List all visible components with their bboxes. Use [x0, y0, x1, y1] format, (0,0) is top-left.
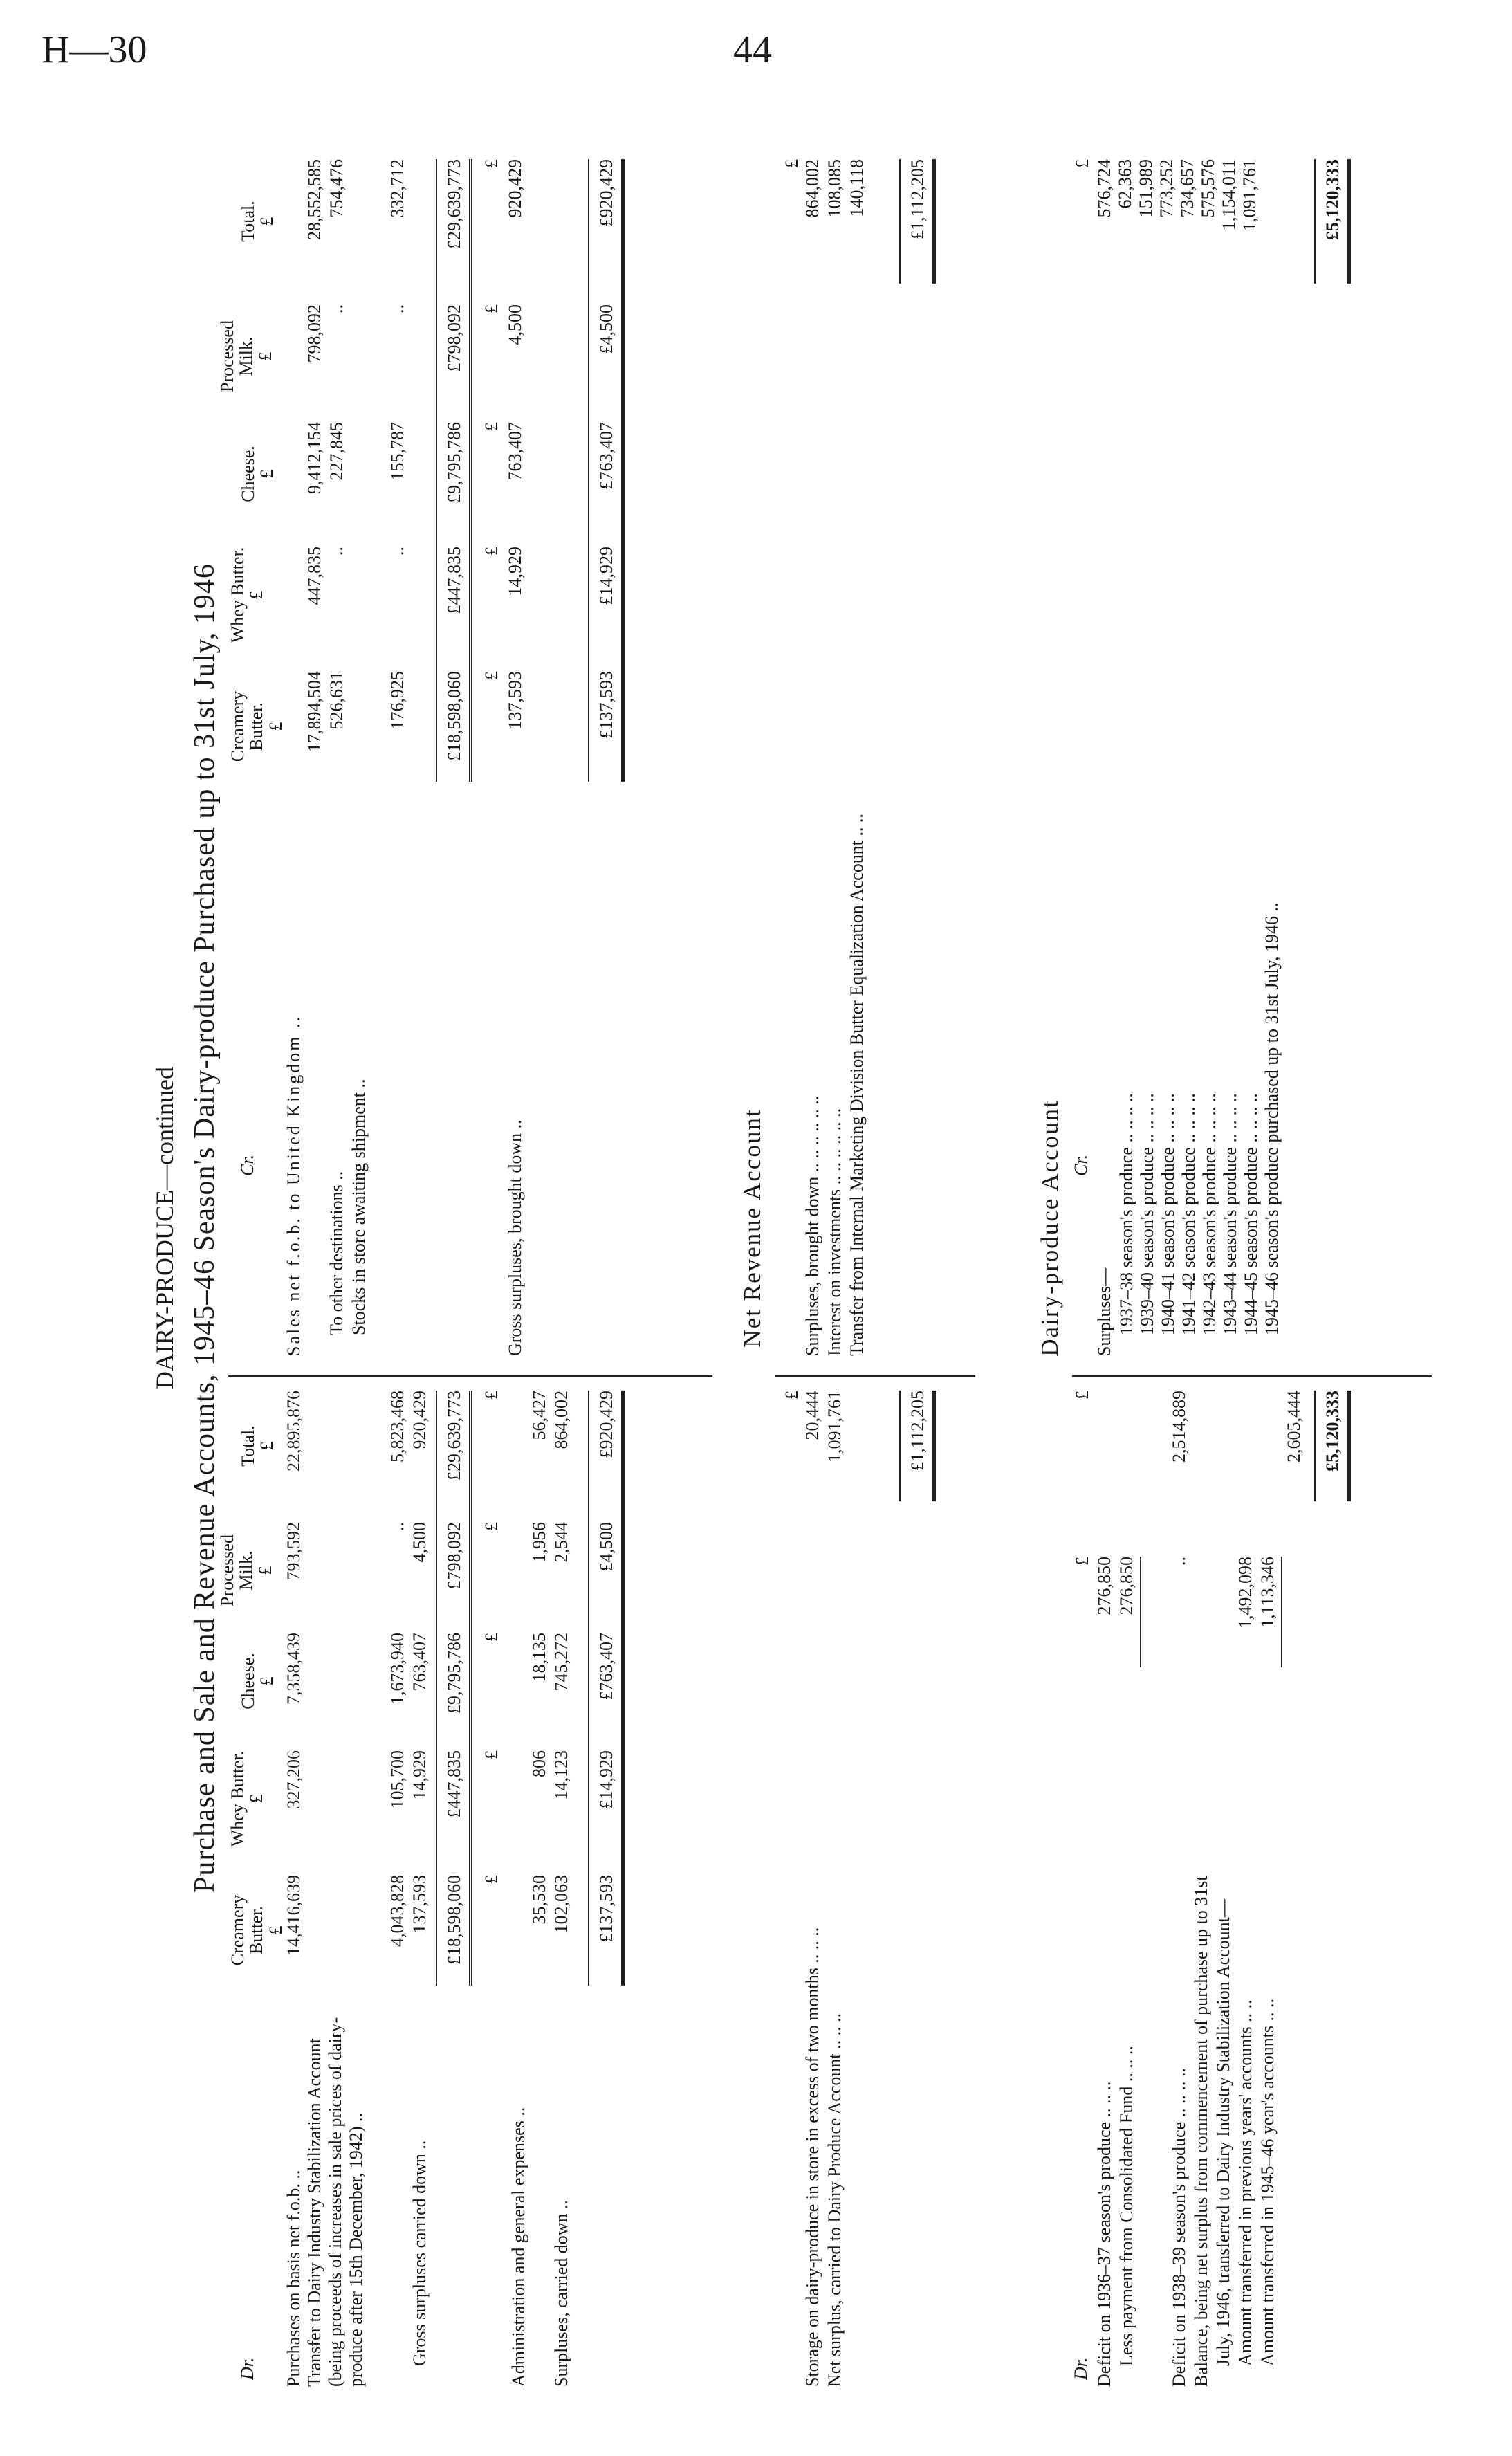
cr-col-processed-milk: Processed Milk. £: [217, 320, 275, 392]
dr-cell: 920,429: [409, 1391, 430, 1449]
dp-dr-label: Deficit on 1938–39 season's produce .. .. .. ..: [1169, 2067, 1189, 2387]
total-rule: [436, 159, 437, 782]
cr-col-total: Total. £: [238, 201, 277, 242]
cr-col-cheese: Cheese. £: [238, 446, 277, 502]
double-rule: [932, 159, 936, 284]
cr-cell: 155,787: [387, 422, 407, 481]
purchase-account-title: Purchase and Sale and Revenue Accounts, 1945–46 Season's Dairy-produce Purchased up to 31st July, 1946: [189, 563, 221, 1893]
double-rule: [621, 159, 625, 782]
page-number: 44: [733, 28, 772, 71]
page-series-code: H—30: [42, 28, 147, 71]
dr-cell: 327,206: [284, 1750, 304, 1809]
total-rule: [899, 1391, 901, 1501]
dr-cell: 4,500: [409, 1522, 430, 1563]
double-rule: [1347, 159, 1351, 284]
dr-cell: 1,673,940: [387, 1633, 407, 1705]
dr-total: £14,929: [596, 1750, 616, 1809]
dr-cell: 2,544: [551, 1522, 571, 1563]
dp-cr-label: 1942–43 season's produce .. .. .. ..: [1199, 1093, 1219, 1335]
dr-total: £18,598,060: [444, 1875, 464, 1965]
cr-total: £798,092: [444, 304, 464, 372]
net-rev-cr-label: Transfer from Internal Marketing Division Butter Equalization Account .. ..: [847, 814, 867, 1356]
dp-dr-label: Amount transferred in 1945–46 year's accounts .. ..: [1257, 1998, 1278, 2366]
dr-cell: 56,427: [529, 1391, 549, 1440]
dr-total: £798,092: [444, 1522, 464, 1590]
currency-mark: £: [1072, 1557, 1092, 1566]
dr-cell: 105,700: [387, 1750, 407, 1809]
dr-cell: ..: [387, 1522, 407, 1531]
currency-mark: £: [1072, 159, 1092, 168]
currency-mark: £: [782, 159, 802, 168]
cr-cell: 9,412,154: [304, 422, 324, 494]
dr-total: £447,835: [444, 1750, 464, 1818]
dr-cell: 18,135: [529, 1633, 549, 1683]
net-rev-cr-label: Interest on investments .. .. .. .. .. ..: [824, 1108, 845, 1356]
dr-cell: 14,416,639: [284, 1875, 304, 1956]
cr-label: Cr.: [237, 1154, 257, 1176]
currency-mark: £: [481, 1633, 501, 1642]
dr-cell: 7,358,439: [284, 1633, 304, 1705]
dp-cr-label: Cr.: [1071, 1154, 1091, 1176]
dr-col-whey-butter: Whey Butter. £: [228, 1750, 267, 1847]
cr-total: £447,835: [444, 547, 464, 614]
currency-mark: £: [481, 1391, 501, 1400]
dp-cr-label: 1943–44 season's produce .. .. .. ..: [1220, 1093, 1240, 1335]
dp-cr-value: 151,989: [1136, 159, 1156, 218]
dr-total: £4,500: [596, 1522, 616, 1572]
net-rev-dr-total: £1,112,205: [907, 1391, 928, 1472]
net-rev-dr-value: 1,091,761: [824, 1391, 845, 1463]
account-divider: [775, 1375, 975, 1377]
cr-col-whey-butter: Whey Butter. £: [228, 547, 267, 643]
dp-cr-label: 1944–45 season's produce .. .. .. ..: [1241, 1093, 1261, 1335]
cr-row-label: Sales net f.o.b. to United Kingdom ..: [284, 1014, 304, 1356]
double-rule: [1347, 1391, 1351, 1501]
account-divider: [1072, 1375, 1432, 1377]
dp-cr-label: 1945–46 season's produce purchased up to 31st July, 1946 ..: [1262, 902, 1282, 1335]
cr-cell: 17,894,504: [304, 671, 324, 752]
dp-dr-label: Dr.: [1071, 2357, 1091, 2380]
currency-mark: £: [1072, 1391, 1092, 1400]
cr-cell: 763,407: [505, 422, 525, 481]
account-divider: [228, 1375, 712, 1377]
dp-cr-value: 773,252: [1156, 159, 1177, 218]
dp-dr-inner: 1,492,098: [1235, 1557, 1255, 1629]
dr-total: £763,407: [596, 1633, 616, 1701]
dr-cell: 4,043,828: [387, 1875, 407, 1947]
dr-total: £920,429: [596, 1391, 616, 1458]
dp-dr-label: Amount transferred in previous years' accounts .. ..: [1235, 1999, 1255, 2366]
dp-dr-inner: 1,113,346: [1257, 1557, 1278, 1629]
net-rev-cr-value: 108,085: [824, 159, 845, 218]
cr-col-creamery-butter: Creamery Butter. £: [228, 690, 286, 762]
dp-dr-label: Deficit on 1936–37 season's produce .. .. ..: [1094, 2081, 1114, 2387]
total-rule: [436, 1391, 437, 1986]
cr-cell: ..: [387, 547, 407, 556]
dr-cell: 763,407: [409, 1633, 430, 1692]
section-title: DAIRY-PRODUCE—continued: [151, 1067, 178, 1389]
dr-cell: 5,823,468: [387, 1391, 407, 1463]
dp-dr-label: Less payment from Consolidated Fund .. .. ..: [1116, 2046, 1136, 2366]
cr-total: £920,429: [596, 159, 616, 227]
dr-col-total: Total. £: [238, 1425, 277, 1467]
cr-cell: 4,500: [505, 304, 525, 345]
cr-total: £18,598,060: [444, 671, 464, 761]
dp-cr-heading: Surpluses—: [1094, 1267, 1114, 1356]
cr-cell: 227,845: [326, 422, 347, 481]
cr-total: £29,639,773: [444, 159, 464, 249]
currency-mark: £: [481, 1750, 501, 1759]
cr-total: £14,929: [596, 547, 616, 605]
currency-mark: £: [782, 1391, 802, 1400]
dp-dr-label: Balance, being net surplus from commencement of purchase up to 31st: [1191, 1876, 1211, 2387]
dr-total: £9,795,786: [444, 1633, 464, 1714]
cr-cell: 137,593: [505, 671, 525, 730]
dr-row-label: Surpluses, carried down ..: [551, 2199, 571, 2387]
dp-cr-value: 62,363: [1115, 159, 1135, 209]
cr-cell: 447,835: [304, 547, 324, 605]
total-rule: [899, 159, 901, 284]
dr-cell: 745,272: [551, 1633, 571, 1692]
dr-cell: 806: [529, 1750, 549, 1777]
cr-cell: 176,925: [387, 671, 407, 730]
net-revenue-title: Net Revenue Account: [739, 1108, 766, 1348]
cr-cell: 28,552,585: [304, 159, 324, 240]
cr-cell: 920,429: [505, 159, 525, 218]
dr-col-processed-milk: Processed Milk. £: [217, 1534, 275, 1606]
currency-mark: £: [481, 304, 501, 313]
dp-cr-label: 1940–41 season's produce .. .. .. ..: [1158, 1093, 1178, 1335]
total-rule: [1314, 159, 1316, 284]
dr-col-creamery-butter: Creamery Butter. £: [228, 1894, 286, 1966]
dp-cr-label: 1937–38 season's produce .. .. .. ..: [1116, 1093, 1136, 1335]
dr-total: £29,639,773: [444, 1391, 464, 1481]
net-rev-cr-label: Surpluses, brought down .. .. .. .. .. ..: [802, 1095, 822, 1356]
currency-mark: £: [481, 1875, 501, 1884]
cr-cell: 754,476: [326, 159, 347, 218]
dr-col-cheese: Cheese. £: [238, 1653, 277, 1710]
dr-cell: 35,530: [529, 1875, 549, 1925]
cr-cell: ..: [387, 304, 407, 313]
cr-total: £4,500: [596, 304, 616, 354]
dr-cell: 22,895,876: [284, 1391, 304, 1472]
double-rule: [932, 1391, 936, 1501]
dr-cell: 102,063: [551, 1875, 571, 1934]
net-rev-cr-value: 140,118: [847, 159, 867, 217]
subtotal-rule: [1140, 1557, 1141, 1667]
dr-cell: 14,123: [551, 1750, 571, 1800]
dr-row-label: Administration and general expenses ..: [508, 2107, 528, 2387]
dp-cr-value: 734,657: [1177, 159, 1197, 218]
currency-mark: £: [481, 1522, 501, 1531]
dr-row-label: Transfer to Dairy Industry Stabilization Account (being proceeds of increases in sale prices of dairy-produce after 15th December, 1942) ..: [304, 2017, 366, 2387]
dp-dr-label: July, 1946, transferred to Dairy Industry Stabilization Account—: [1213, 1899, 1233, 2366]
currency-mark: £: [481, 159, 501, 168]
cr-row-label: To other destinations ..: [326, 1171, 347, 1335]
dr-cell: 793,592: [284, 1522, 304, 1581]
double-rule: [621, 1391, 625, 1986]
dp-cr-label: 1939–40 season's produce .. .. .. ..: [1137, 1093, 1157, 1335]
cr-row-label: Gross surpluses, brought down ..: [505, 1119, 525, 1356]
net-rev-cr-value: 864,002: [802, 159, 822, 218]
dr-total: £137,593: [596, 1875, 616, 1943]
double-rule: [469, 1391, 472, 1986]
cr-cell: 332,712: [387, 159, 407, 218]
double-rule: [469, 159, 472, 782]
dp-dr-inner: ..: [1169, 1557, 1189, 1566]
net-rev-dr-label: Storage on dairy-produce in store in excess of two months .. .. ..: [802, 1927, 822, 2387]
dp-dr-inner: 276,850: [1094, 1557, 1114, 1615]
dp-cr-value: 1,091,761: [1239, 159, 1260, 231]
dp-dr-value: 2,514,889: [1169, 1391, 1189, 1463]
cr-total: £763,407: [596, 422, 616, 490]
dp-dr-inner: 276,850: [1116, 1557, 1136, 1615]
dp-cr-total: £5,120,333: [1322, 159, 1343, 240]
cr-cell: 798,092: [304, 304, 324, 363]
net-rev-dr-value: 20,444: [802, 1391, 822, 1440]
dp-cr-label: 1941–42 season's produce .. .. .. ..: [1179, 1093, 1199, 1335]
cr-cell: ..: [326, 547, 347, 556]
dp-dr-total: £5,120,333: [1322, 1391, 1343, 1472]
dp-cr-value: 1,154,011: [1219, 159, 1239, 231]
cr-cell: 14,929: [505, 547, 525, 596]
cr-cell: 526,631: [326, 671, 347, 730]
currency-mark: £: [481, 422, 501, 431]
dr-cell: 1,956: [529, 1522, 549, 1563]
dp-cr-value: 575,576: [1198, 159, 1218, 218]
cr-total: £137,593: [596, 671, 616, 739]
dr-label: Dr.: [237, 2357, 257, 2380]
dr-row-label: Gross surpluses carried down ..: [409, 2140, 430, 2366]
currency-mark: £: [481, 547, 501, 556]
total-rule: [588, 1391, 589, 1986]
dr-row-label: Purchases on basis net f.o.b. ..: [284, 2170, 304, 2387]
subtotal-rule: [1281, 1557, 1282, 1667]
cr-cell: ..: [326, 304, 347, 313]
dr-cell: 14,929: [409, 1750, 430, 1800]
dairy-produce-title: Dairy-produce Account: [1036, 1099, 1063, 1357]
dp-cr-value: 576,724: [1094, 159, 1114, 218]
cr-total: £9,795,786: [444, 422, 464, 503]
dr-cell: 137,593: [409, 1875, 430, 1934]
currency-mark: £: [481, 671, 501, 680]
net-rev-dr-label: Net surplus, carried to Dairy Produce Account .. .. ..: [824, 2013, 845, 2387]
cr-row-label: Stocks in store awaiting shipment ..: [349, 1079, 369, 1335]
total-rule: [588, 159, 589, 782]
dp-dr-value: 2,605,444: [1284, 1391, 1304, 1463]
total-rule: [1314, 1391, 1316, 1501]
net-rev-cr-total: £1,112,205: [907, 159, 928, 240]
dr-cell: 864,002: [551, 1391, 571, 1449]
